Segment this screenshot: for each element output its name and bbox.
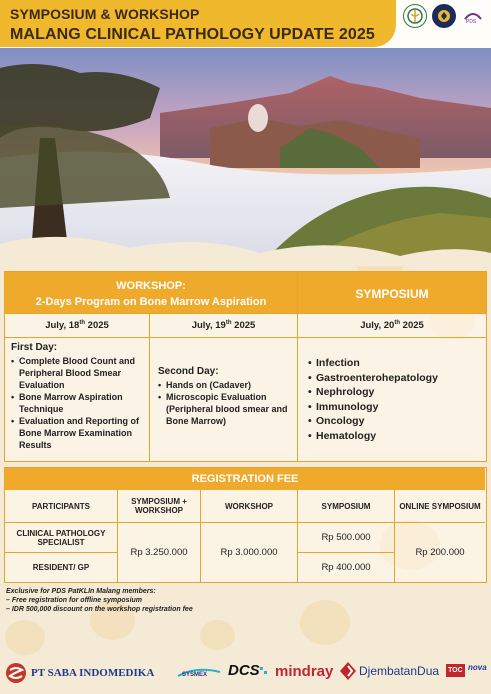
day1-title: First Day: (11, 342, 58, 353)
list-item: • Gastroenterohepatology (308, 371, 483, 386)
workshop-day2-content (150, 338, 298, 461)
paper-texture (5, 620, 45, 655)
saba-icon (4, 662, 28, 684)
university-logo-icon (403, 4, 427, 28)
workshop-day2-date: July, 19th 2025 (150, 314, 298, 338)
dcs-icon (260, 667, 268, 675)
djembatan-icon (339, 661, 357, 681)
dcs-name: DCS (228, 662, 260, 679)
society-logo-icon (432, 4, 456, 28)
symposium-topics (298, 338, 486, 461)
nova-name: nova (468, 663, 487, 672)
mindray-name: mindray (275, 663, 334, 680)
note-line: – IDR 500,000 discount on the workshop registration fee (6, 606, 193, 613)
row-label-resident: RESIDENT/ GP (5, 553, 118, 582)
sponsor-bar (0, 652, 491, 694)
note-line: – Free registration for offline symposium (6, 597, 143, 604)
row-label-specialist: CLINICAL PATHOLOGY SPECIALIST (5, 523, 118, 553)
djembatan-logo (339, 661, 439, 681)
nova-logo (468, 663, 487, 672)
symposium-date: July, 20th 2025 (298, 314, 486, 338)
djembatan-name: DjembatanDua (359, 664, 440, 678)
saba-logo (4, 662, 154, 684)
saba-name: PT SABA INDOMEDIKA (31, 667, 155, 679)
fee-symposium-specialist: Rp 500.000 (298, 523, 395, 553)
fee-symposium-workshop: Rp 3.250.000 (118, 523, 201, 582)
list-item: • Immunology (308, 400, 483, 415)
title-block (0, 0, 396, 47)
workshop-header-label: WORKSHOP: (116, 280, 186, 292)
list-item: • Evaluation and Reporting of Bone Marrow Examination Results (11, 415, 146, 451)
sysmex-logo (176, 666, 222, 680)
workshop-day1-date: July, 18th 2025 (5, 314, 150, 338)
list-item: • Hands on (Cadaver) (158, 379, 294, 391)
fee-workshop: Rp 3.000.000 (201, 523, 298, 582)
col-symposium: SYMPOSIUM (298, 490, 395, 523)
mindray-logo (275, 663, 333, 680)
hero-landscape-image (0, 48, 491, 266)
note-line: Exclusive for PDS PatKLIn Malang members: (6, 588, 156, 595)
title-line2: MALANG CLINICAL PATHOLOGY UPDATE 2025 (10, 26, 375, 43)
workshop-header (5, 272, 298, 314)
col-workshop: WORKSHOP (201, 490, 298, 523)
paper-texture (200, 620, 235, 650)
registration-fee-title: REGISTRATION FEE (5, 468, 485, 490)
svg-text:PDS: PDS (466, 19, 477, 25)
toc-logo (446, 664, 465, 677)
dcs-logo (228, 662, 268, 679)
list-item: • Bone Marrow Aspiration Technique (11, 391, 146, 415)
symposium-header: SYMPOSIUM (298, 272, 486, 314)
day2-title: Second Day: (158, 366, 219, 377)
col-participants: PARTICIPANTS (5, 490, 118, 523)
list-item: • Oncology (308, 414, 483, 429)
program-table (4, 271, 487, 462)
list-item: • Hematology (308, 429, 483, 444)
workshop-day1-content (5, 338, 150, 461)
sysmex-name: SYSMEX (182, 672, 208, 678)
fee-symposium-resident: Rp 400.000 (298, 553, 395, 582)
paper-texture (300, 600, 350, 645)
member-notes (6, 587, 193, 614)
logo-group (403, 4, 485, 28)
patklin-logo-icon (461, 4, 485, 28)
title-line1: SYMPOSIUM & WORKSHOP (10, 6, 200, 22)
registration-fee-table (4, 467, 487, 583)
header (0, 0, 491, 48)
col-online-symposium: ONLINE SYMPOSIUM (395, 490, 485, 523)
fee-online-symposium: Rp 200.000 (415, 547, 465, 558)
list-item: • Complete Blood Count and Peripheral Blood Smear Evaluation (11, 355, 146, 391)
toc-name: TOC (446, 664, 465, 677)
list-item: • Infection (308, 356, 483, 371)
col-symposium-workshop: SYMPOSIUM + WORKSHOP (118, 490, 201, 523)
list-item: • Nephrology (308, 385, 483, 400)
list-item: • Microscopic Evaluation (Peripheral blood smear and Bone Marrow) (158, 391, 294, 427)
workshop-header-title: 2-Days Program on Bone Marrow Aspiration (35, 296, 267, 308)
